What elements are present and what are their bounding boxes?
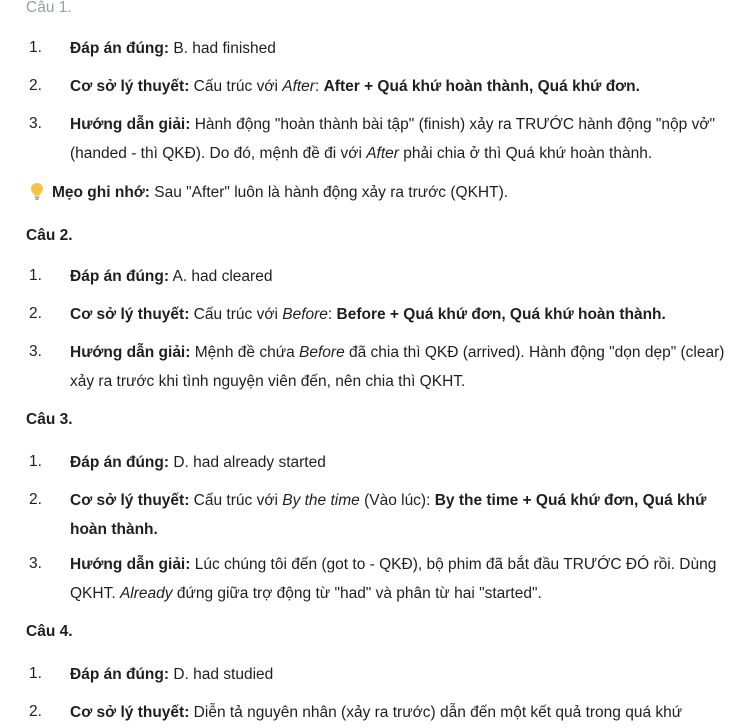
theory-line [70,486,730,544]
answer-label: Đáp án đúng: [70,40,170,57]
answer-label: Đáp án đúng: [70,268,170,285]
theory-label: Cơ sở lý thuyết: [70,78,190,95]
answer-text: D. had already started [169,454,326,471]
theory-formula: By the time + Quá khứ đơn, Quá khứ hoàn thành. [70,492,707,538]
theory-label: Cơ sở lý thuyết: [70,492,190,509]
section-heading: Câu 3. [26,411,73,428]
theory-line [70,72,730,101]
explanation-text: Mệnh đề chứa [190,344,300,361]
theory-text: Cấu trúc với [189,306,283,323]
answer-line [70,660,730,689]
answer-label: Đáp án đúng: [70,666,170,683]
explanation-text: Lúc chúng tôi đến (got to - QKĐ), bộ phim đã bắt đầu TRƯỚC ĐÓ rồi. Dùng QKHT. [70,556,717,602]
item-number: 2. [29,77,42,94]
section-heading: Câu 1. [26,0,72,16]
theory-line [70,300,730,329]
theory-line [70,698,730,728]
explanation-emphasis: Already [119,585,173,602]
answer-line [70,262,730,291]
answer-text: D. had studied [169,666,274,683]
lightbulb-icon [28,182,46,200]
theory-emphasis: By the time [282,492,360,509]
tip-text: Sau "After" luôn là hành động xảy ra trước (QKHT). [149,184,509,201]
item-number: 1. [29,665,42,682]
theory-text: Cấu trúc với [189,492,283,509]
theory-text: (Vào lúc): [359,492,435,509]
item-number: 3. [29,115,42,132]
theory-emphasis: After [282,78,315,95]
explanation-emphasis: Before [299,344,345,361]
item-number: 2. [29,305,42,322]
theory-label: Cơ sở lý thuyết: [70,704,190,721]
theory-text: Cấu trúc với [189,78,283,95]
explanation-text: đứng giữa trợ động từ "had" và phân từ hai "started". [172,585,542,602]
theory-text: Diễn tả nguyên nhân (xảy ra trước) dẫn đến một kết quả trong quá khứ [189,704,683,721]
item-number: 1. [29,39,42,56]
tip-line [28,182,508,203]
answer-line [70,448,730,477]
answer-text: B. had finished [169,40,276,57]
theory-label: Cơ sở lý thuyết: [70,306,190,323]
explanation-line [70,338,730,396]
explanation-text: phải chia ở thì Quá khứ hoàn thành. [398,145,653,162]
item-number: 2. [29,491,42,508]
answer-line [70,34,730,63]
answer-text: A. had cleared [169,268,273,285]
explanation-text: đã chia thì QKĐ (arrived). Hành động "dọn dẹp" (clear) xảy ra trước khi tình nguyện viên đến, nên chia thì QKHT. [70,344,725,390]
section-heading: Câu 2. [26,227,73,244]
explanation-emphasis: After [366,145,399,162]
explanation-label: Hướng dẫn giải: [70,116,191,133]
explanation-line [70,550,730,608]
theory-text: : [327,306,337,323]
item-number: 1. [29,453,42,470]
tip-label: Mẹo ghi nhớ: [52,184,150,201]
item-number: 1. [29,267,42,284]
item-number: 3. [29,343,42,360]
explanation-text: Hành động "hoàn thành bài tập" (finish) xảy ra TRƯỚC hành động "nộp vở" (handed - thì QKĐ). Do đó, mệnh đề đi với [70,116,715,162]
explanation-label: Hướng dẫn giải: [70,344,191,361]
theory-formula: Before + Quá khứ đơn, Quá khứ hoàn thành. [336,306,666,323]
theory-formula: After + Quá khứ hoàn thành, Quá khứ đơn. [323,78,640,95]
item-number: 2. [29,703,42,720]
theory-text: : [314,78,324,95]
answer-label: Đáp án đúng: [70,454,170,471]
item-number: 3. [29,555,42,572]
explanation-line [70,110,730,168]
explanation-label: Hướng dẫn giải: [70,556,191,573]
section-heading: Câu 4. [26,623,73,640]
theory-emphasis: Before [282,306,328,323]
